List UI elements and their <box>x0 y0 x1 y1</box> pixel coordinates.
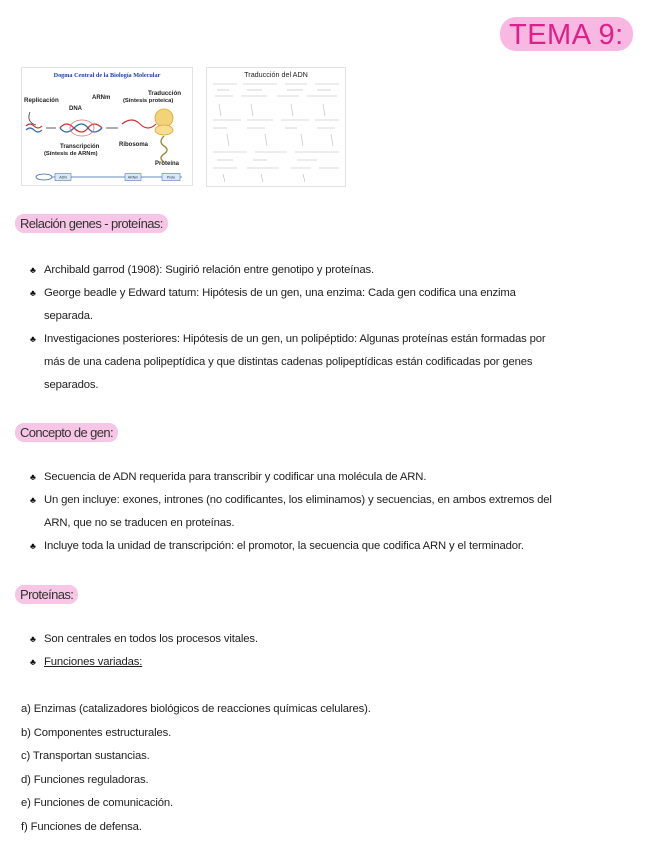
list-item-continuation: ARN, que no se traducen en proteínas. <box>44 517 235 529</box>
list-funciones <box>21 698 371 839</box>
function-item: a) Enzimas (catalizadores biológicos de reacciones químicas celulares). <box>21 703 371 715</box>
label-replicacion: Replicación <box>24 97 59 104</box>
translation-diagram <box>207 68 345 186</box>
list-item: ♣ Un gen incluye: exones, intrones (no codificantes, los eliminamos) y secuencias, en ambos extremos del <box>30 489 640 512</box>
translation-detail-texture <box>213 84 339 182</box>
label-traduccion: Traducción <box>148 90 182 97</box>
translation-figure <box>206 67 346 187</box>
dna-helix-main-2 <box>60 124 102 132</box>
label-sintesis-proteica: (Síntesis proteica) <box>123 98 174 104</box>
list-item-continuation: separados. <box>44 379 99 391</box>
bullet-icon: ♣ <box>30 334 36 344</box>
label-dna: DNA <box>69 106 82 112</box>
list-item: ♣ Son centrales en todos los procesos vitales. <box>30 628 640 651</box>
label-arnm: ARNm <box>92 95 111 101</box>
bullet-icon: ♣ <box>30 265 36 275</box>
figure1-title: Dogma Central de la Biología Molecular <box>53 72 161 79</box>
bottom-loop <box>36 174 52 180</box>
label-sintesis-arnm: (Síntesis de ARNm) <box>44 151 98 157</box>
function-item: f) Funciones de defensa. <box>21 820 142 833</box>
mrna-strand <box>122 120 156 128</box>
list-item: ♣ Archibald garrod (1908): Sugirió relación entre genotipo y proteínas. <box>30 259 640 282</box>
function-item: c) Transportan sustancias. <box>21 750 150 762</box>
bullet-icon: ♣ <box>30 541 36 551</box>
ribosome-small <box>155 125 173 135</box>
list-item: ♣ Funciones variadas: <box>30 651 640 674</box>
bullet-icon: ♣ <box>30 657 36 667</box>
protein-chain <box>161 136 167 162</box>
list-item-continuation: separada. <box>44 310 93 322</box>
box-protein-label: Prote <box>166 175 176 180</box>
dna-helix-left-2 <box>26 128 42 132</box>
list-item: ♣ Investigaciones posteriores: Hipótesis de un gen, un polipéptido: Algunas proteínas están formadas por <box>30 328 640 351</box>
section-heading-genes-proteinas: Relación genes - proteínas: <box>15 214 168 233</box>
central-dogma-diagram <box>22 68 192 185</box>
section-heading-concepto-gen: Concepto de gen: <box>15 423 118 442</box>
list-concepto-gen <box>30 466 640 558</box>
central-dogma-figure <box>21 67 193 186</box>
section-heading-proteinas: Proteínas: <box>15 585 78 604</box>
label-transcripcion: Transcripción <box>60 144 100 150</box>
label-ribosoma: Ribosoma <box>119 142 149 148</box>
list-item: ♣ Incluye toda la unidad de transcripción: el promotor, la secuencia que codifica ARN y el terminador. <box>30 535 640 558</box>
list-item-continuation: más de una cadena polipeptídica y que distintas cadenas polipeptídicas están codificadas por genes <box>44 356 533 368</box>
replication-arrow <box>29 112 36 125</box>
page-title: TEMA 9: <box>500 17 633 51</box>
function-item: d) Funciones reguladoras. <box>21 773 149 786</box>
bullet-icon: ♣ <box>30 634 36 644</box>
bullet-icon: ♣ <box>30 495 36 505</box>
box-arnm-label: ARNm <box>127 175 139 180</box>
figure2-title: Traducción del ADN <box>244 70 308 79</box>
dna-helix-main <box>60 124 102 132</box>
function-item: b) Componentes estructurales. <box>21 726 172 739</box>
list-item: ♣ George beadle y Edward tatum: Hipótesis de un gen, una enzima: Cada gen codifica una enzima <box>30 282 640 305</box>
bullet-icon: ♣ <box>30 288 36 298</box>
label-proteina: Proteína <box>155 161 180 167</box>
list-genes-proteinas <box>30 259 640 397</box>
ribosome-large <box>155 109 173 127</box>
box-adn-label: ADN <box>59 175 67 180</box>
bullet-icon: ♣ <box>30 472 36 482</box>
list-proteinas <box>30 628 640 674</box>
list-item: ♣ Secuencia de ADN requerida para transcribir y codificar una molécula de ARN. <box>30 466 640 489</box>
function-item: e) Funciones de comunicación. <box>21 797 174 809</box>
